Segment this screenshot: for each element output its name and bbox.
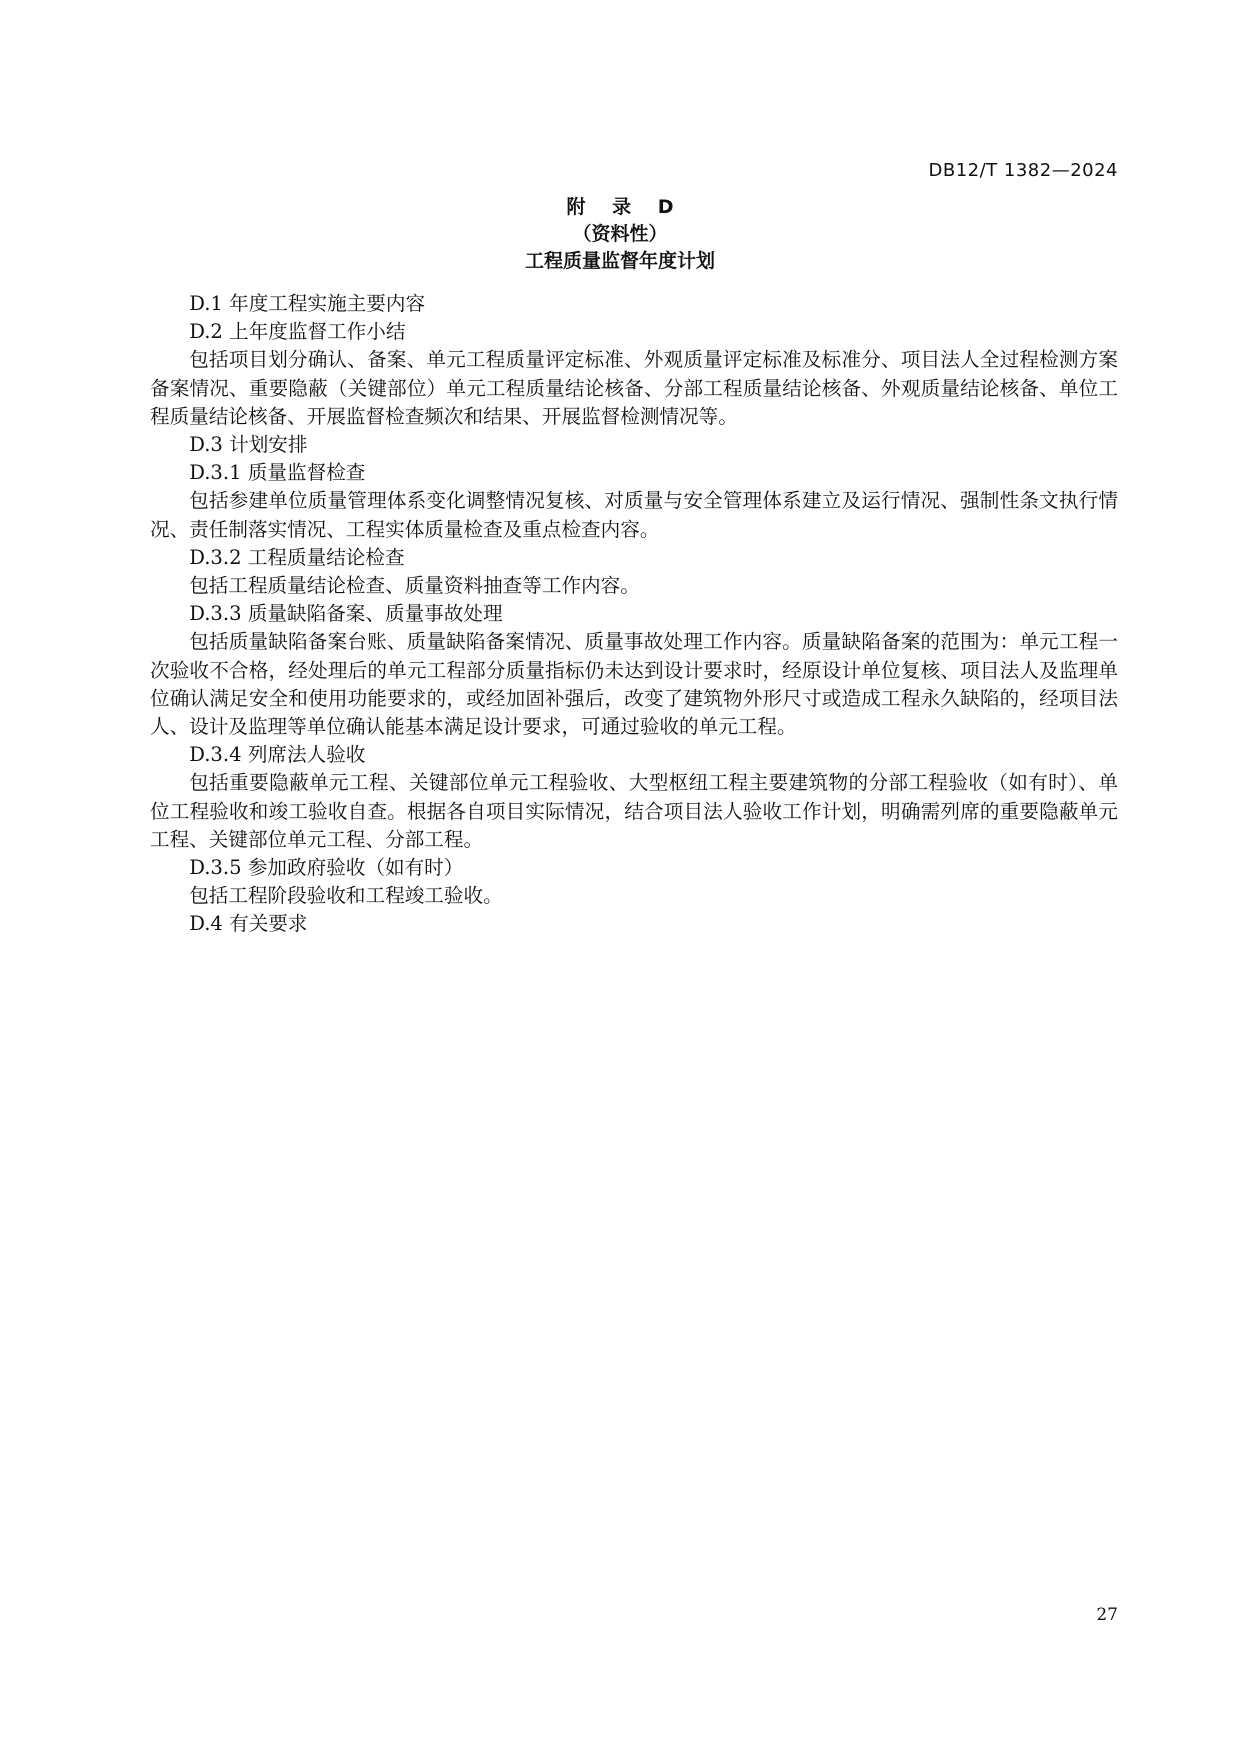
section-heading-d3-4: D.3.4 列席法人验收 bbox=[189, 743, 366, 767]
section-heading-d3-1: D.3.1 质量监督检查 bbox=[189, 461, 366, 485]
appendix-title-block bbox=[0, 194, 1240, 275]
section-heading-d2: D.2 上年度监督工作小结 bbox=[189, 320, 406, 344]
body-content bbox=[150, 290, 1118, 939]
page-number: 27 bbox=[1096, 1605, 1118, 1625]
section-heading-d1: D.1 年度工程实施主要内容 bbox=[189, 292, 426, 315]
paragraph: 包括工程质量结论检查、质量资料抽查等工作内容。 bbox=[189, 574, 640, 598]
document-code: DB12/T 1382—2024 bbox=[928, 160, 1118, 181]
appendix-nature: （资料性） bbox=[572, 223, 668, 245]
section-heading-d3-3: D.3.3 质量缺陷备案、质量事故处理 bbox=[189, 602, 503, 626]
appendix-label: 附 录 D bbox=[566, 196, 684, 218]
paragraph: 包括重要隐蔽单元工程、关键部位单元工程验收、大型枢纽工程主要建筑物的分部工程验收（如有时）、单位工程验收和竣工验收自查。根据各自项目实际情况，结合项目法人验收工作计划，明确需列席的重要隐蔽单元工程、关键部位单元工程、分部工程。 bbox=[150, 771, 1118, 851]
section-heading-d3-5: D.3.5 参加政府验收（如有时） bbox=[189, 856, 464, 880]
appendix-title: 工程质量监督年度计划 bbox=[524, 250, 715, 272]
section-heading-d3: D.3 计划安排 bbox=[189, 433, 308, 457]
section-heading-d3-2: D.3.2 工程质量结论检查 bbox=[189, 545, 405, 569]
paragraph: 包括参建单位质量管理体系变化调整情况复核、对质量与安全管理体系建立及运行情况、强制性条文执行情况、责任制落实情况、工程实体质量检查及重点检查内容。 bbox=[150, 489, 1118, 541]
paragraph: 包括工程阶段验收和工程竣工验收。 bbox=[189, 884, 503, 908]
paragraph: 包括项目划分确认、备案、单元工程质量评定标准、外观质量评定标准及标准分、项目法人全过程检测方案备案情况、重要隐蔽（关键部位）单元工程质量结论核备、分部工程质量结论核备、外观质量结论核备、单位工程质量结论核备、开展监督检查频次和结果、开展监督检测情况等。 bbox=[150, 348, 1118, 428]
section-heading-d4: D.4 有关要求 bbox=[189, 912, 308, 936]
paragraph: 包括质量缺陷备案台账、质量缺陷备案情况、质量事故处理工作内容。质量缺陷备案的范围为：单元工程一次验收不合格，经处理后的单元工程部分质量指标仍未达到设计要求时，经原设计单位复核、项目法人及监理单位确认满足安全和使用功能要求的，或经加固补强后，改变了建筑物外形尺寸或造成工程永久缺陷的，经项目法人、设计及监理等单位确认能基本满足设计要求，可通过验收的单元工程。 bbox=[150, 630, 1118, 739]
